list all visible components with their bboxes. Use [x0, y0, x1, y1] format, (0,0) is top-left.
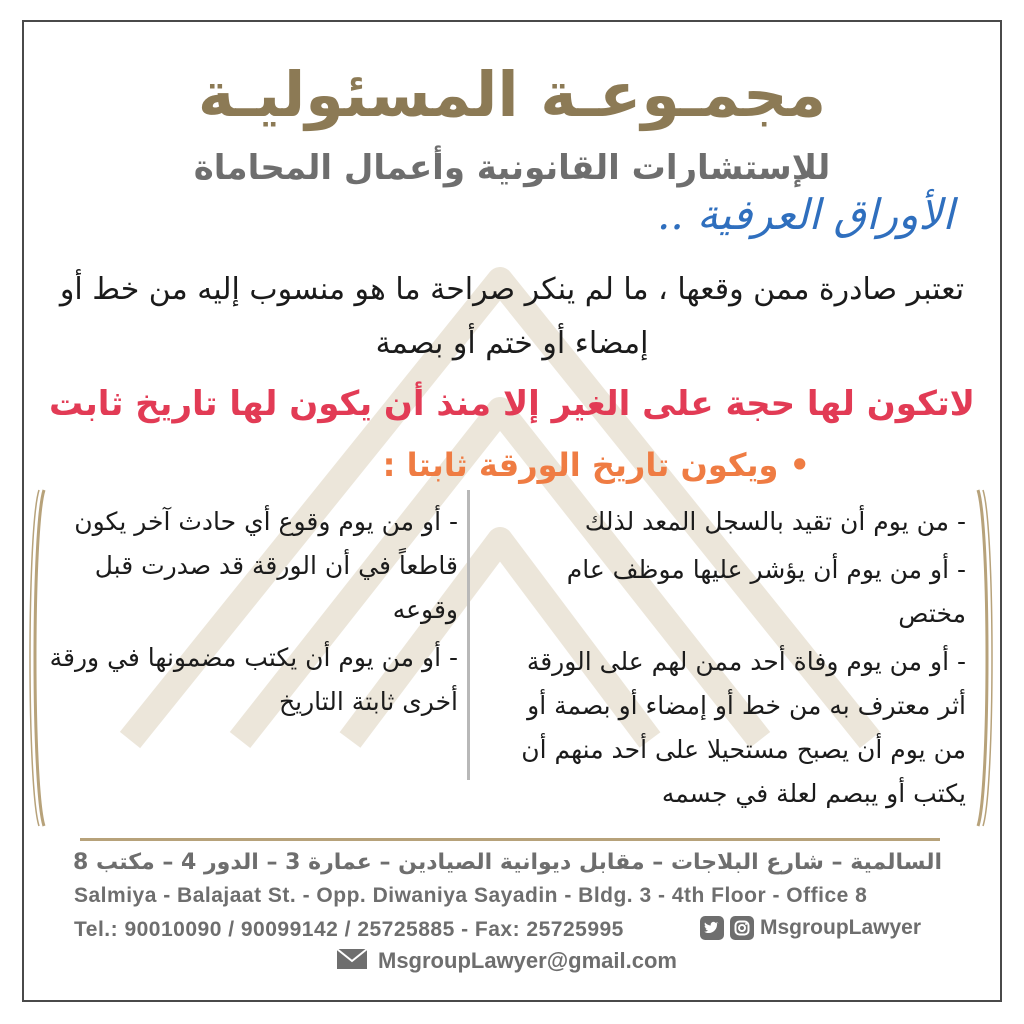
list-item: - أو من يوم أن يؤشر عليها موظف عام مختص — [566, 555, 966, 628]
brand-subtitle: للإستشارات القانونية وأعمال المحاماة — [193, 148, 831, 188]
address-arabic: السالمية – شارع البلاجات – مقابل ديوانية الصيادين – عمارة 3 – الدور 4 – مكتب 8 — [73, 850, 942, 875]
body-line-1: تعتبر صادرة ممن وقعها ، ما لم ينكر صراحة ما هو منسوب إليه من خط أو — [59, 272, 965, 307]
email-address[interactable]: MsgroupLawyer@gmail.com — [378, 948, 677, 973]
list-item: - من يوم أن تقيد بالسجل المعد لذلك — [584, 507, 966, 536]
footer-divider — [80, 838, 940, 841]
highlight-orange: • ويكون تاريخ الورقة ثابتا : — [382, 446, 810, 484]
column-divider — [467, 490, 470, 780]
envelope-icon — [336, 948, 368, 974]
twitter-icon[interactable] — [700, 916, 724, 940]
address-english: Salmiya - Balajaat St. - Opp. Diwaniya Sayadin - Bldg. 3 - 4th Floor - Office 8 — [74, 884, 868, 907]
instagram-icon[interactable] — [730, 916, 754, 940]
phone-numbers: Tel.: 90010090 / 90099142 / 25725885 - Fax: 25725995 — [74, 918, 624, 941]
social-handle[interactable]: MsgroupLawyer — [760, 916, 922, 939]
highlight-red: لاتكون لها حجة على الغير إلا منذ أن يكون لها تاريخ ثابت — [49, 384, 975, 424]
heading: الأوراق العرفية .. — [656, 190, 954, 239]
email-row — [336, 948, 677, 974]
list-item: - أو من يوم أن يكتب مضمونها في ورقة أخرى ثابتة التاريخ — [49, 643, 458, 716]
list-item: - أو من يوم وقوع أي حادث آخر يكون قاطعاً في أن الورقة قد صدرت قبل وقوعه — [74, 507, 458, 624]
social-links — [700, 916, 921, 940]
brand-title: مجمـوعـة المسئوليـة — [197, 58, 827, 131]
left-column — [40, 500, 458, 724]
right-column — [496, 500, 966, 816]
decorative-bracket-right — [976, 488, 994, 828]
list-item: - أو من يوم وفاة أحد ممن لهم على الورقة أثر معترف به من خط أو إمضاء أو بصمة أو من يوم أن يصبح مستحيلا على أحد منهم أن يكتب أو يبصم لعلة في جسمه — [521, 647, 966, 808]
body-line-2: إمضاء أو ختم أو بصمة — [375, 326, 649, 361]
